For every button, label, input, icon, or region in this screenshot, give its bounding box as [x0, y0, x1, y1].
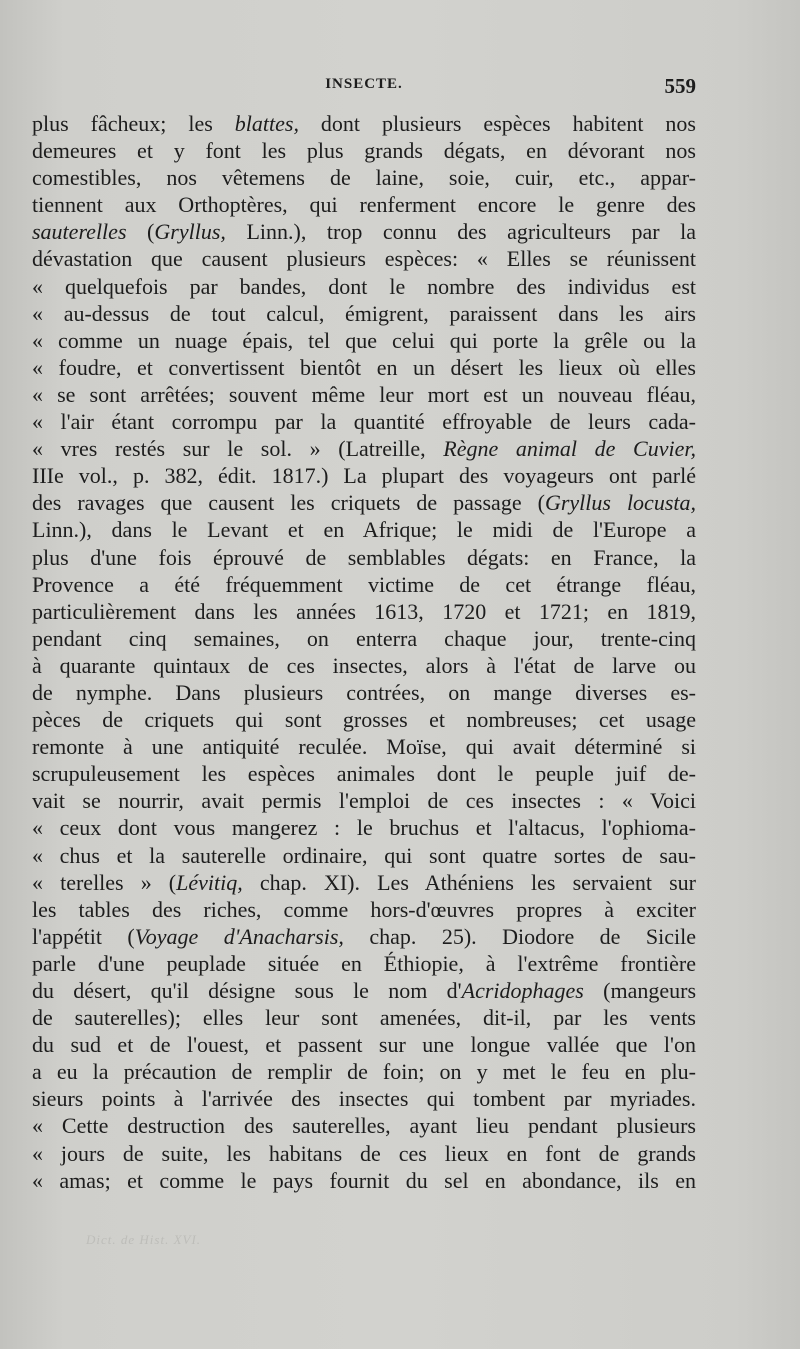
text-segment: à quarante quintaux de ces insectes, alors à l'état de larve ou — [32, 652, 696, 678]
text-line — [32, 706, 696, 733]
text-line — [32, 842, 696, 869]
text-segment: pèces de criquets qui sont grosses et nombreuses; cet usage — [32, 707, 696, 733]
page-header — [32, 76, 696, 104]
text-segment: Provence a été fréquemment victime de cet étrange fléau, — [32, 571, 696, 597]
text-segment: de sauterelles); elles leur sont amenées, dit-il, par les vents — [32, 1005, 696, 1031]
text-segment: IIIe vol., p. 382, édit. 1817.) La plupart des voyageurs ont parlé — [32, 463, 696, 489]
text-segment: « au-dessus de tout calcul, émigrent, paraissent dans les airs — [32, 300, 696, 326]
text-segment: de nymphe. Dans plusieurs contrées, on mange diverses es- — [32, 679, 696, 705]
text-line — [32, 1031, 696, 1058]
text-segment: « ceux dont vous mangerez : le bruchus et l'altacus, l'ophioma- — [32, 815, 696, 841]
text-segment: chap. 25). Diodore de Sicile — [343, 923, 696, 949]
italic-segment: Acridophages — [461, 978, 584, 1003]
text-line — [32, 814, 696, 841]
text-segment: (mangeurs — [583, 978, 697, 1003]
italic-segment: blattes, — [234, 111, 299, 136]
text-line — [32, 381, 696, 408]
text-line — [32, 164, 696, 191]
text-segment: « vres restés sur le sol. » (Latreille, — [32, 436, 444, 462]
text-line — [32, 896, 696, 923]
text-segment: « se sont arrêtées; souvent même leur mort est un nouveau fléau, — [32, 381, 696, 407]
text-line — [32, 1167, 696, 1194]
text-segment: parle d'une peuplade située en Éthiopie, à l'extrême frontière — [32, 950, 696, 976]
text-line — [32, 191, 696, 218]
text-line — [32, 110, 696, 137]
text-segment: « comme un nuage épais, tel que celui qui porte la grêle ou la — [32, 327, 696, 353]
text-line — [32, 1112, 696, 1139]
text-segment: « Cette destruction des sauterelles, ayant lieu pendant plusieurs — [32, 1113, 696, 1139]
text-segment: les tables des riches, comme hors-d'œuvres propres à exciter — [32, 896, 696, 922]
text-line — [32, 598, 696, 625]
text-segment: « amas; et comme le pays fournit du sel en abondance, ils en — [32, 1167, 696, 1193]
text-segment: des ravages que causent les criquets de passage ( — [32, 490, 545, 516]
text-line — [32, 1140, 696, 1167]
text-segment: scrupuleusement les espèces animales dont le peuple juif de- — [32, 761, 696, 787]
text-segment: sieurs points à l'arrivée des insectes qui tombent par myriades. — [32, 1086, 696, 1112]
text-segment: l'appétit ( — [32, 923, 135, 949]
text-segment: plus d'une fois éprouvé de semblables dégats: en France, la — [32, 544, 696, 570]
text-line — [32, 516, 696, 543]
text-segment: du sud et de l'ouest, et passent sur une longue vallée que l'on — [32, 1032, 696, 1058]
text-segment: pendant cinq semaines, on enterra chaque jour, trente-cinq — [32, 625, 696, 651]
text-line — [32, 327, 696, 354]
text-line — [32, 923, 696, 950]
text-segment: particulièrement dans les années 1613, 1720 et 1721; en 1819, — [32, 598, 696, 624]
text-line — [32, 218, 696, 245]
text-segment: plus fâcheux; les — [32, 111, 235, 136]
text-segment: remonte à une antiquité reculée. Moïse, qui avait déterminé si — [32, 734, 696, 760]
text-line — [32, 733, 696, 760]
italic-segment: Règne animal de Cuvier, — [443, 436, 696, 462]
text-segment: chap. XI). Les Athéniens les servaient sur — [242, 869, 696, 895]
text-line — [32, 462, 696, 489]
text-segment: dont plusieurs espèces habitent nos — [298, 111, 696, 136]
text-line — [32, 1004, 696, 1031]
text-segment: « quelquefois par bandes, dont le nombre des individus est — [32, 273, 696, 299]
text-line — [32, 571, 696, 598]
text-segment: ( — [126, 219, 155, 245]
text-line — [32, 300, 696, 327]
text-segment: tiennent aux Orthoptères, qui renferment encore le genre des — [32, 192, 696, 218]
text-segment: « l'air étant corrompu par la quantité effroyable de leurs cada- — [32, 409, 696, 435]
text-line — [32, 679, 696, 706]
text-line — [32, 977, 696, 1004]
signature-mark: Dict. de Hist. XVI. — [86, 1232, 202, 1247]
text-line — [32, 950, 696, 977]
text-line — [32, 1058, 696, 1085]
text-segment: dévastation que causent plusieurs espèces: « Elles se réunissent — [32, 246, 696, 272]
text-segment: « chus et la sauterelle ordinaire, qui sont quatre sortes de sau- — [32, 842, 696, 868]
text-line — [32, 137, 696, 164]
text-line — [32, 354, 696, 381]
text-line — [32, 544, 696, 571]
italic-segment: Gryllus locusta, — [544, 490, 697, 516]
text-segment: Linn.), trop connu des agriculteurs par la — [225, 219, 697, 245]
text-segment: vait se nourrir, avait permis l'emploi de ces insectes : « Voici — [32, 788, 696, 814]
text-line — [32, 760, 696, 787]
text-line — [32, 625, 696, 652]
italic-segment: Voyage d'Anacharsis, — [134, 923, 344, 949]
text-line — [32, 245, 696, 272]
text-segment: demeures et y font les plus grands dégats, en dévorant nos — [32, 138, 696, 164]
italic-segment: sauterelles — [32, 219, 127, 245]
text-line — [32, 408, 696, 435]
page-number: 559 — [664, 74, 696, 98]
text-segment: comestibles, nos vêtemens de laine, soie, cuir, etc., appar- — [32, 165, 696, 191]
text-segment: a eu la précaution de remplir de foin; on y met le feu en plu- — [32, 1059, 696, 1085]
italic-segment: Gryllus, — [154, 219, 226, 245]
text-line — [32, 1085, 696, 1112]
text-line — [32, 652, 696, 679]
italic-segment: Lévitiq, — [176, 869, 243, 895]
text-segment: « jours de suite, les habitans de ces lieux en font de grands — [32, 1140, 696, 1166]
text-segment: du désert, qu'il désigne sous le nom d' — [32, 978, 462, 1003]
text-line — [32, 787, 696, 814]
text-segment: « foudre, et convertissent bientôt en un désert les lieux où elles — [32, 354, 696, 380]
text-segment: Linn.), dans le Levant et en Afrique; le midi de l'Europe a — [32, 517, 696, 543]
text-line — [32, 273, 696, 300]
text-line — [32, 435, 696, 462]
text-segment: « terelles » ( — [32, 869, 177, 895]
text-line — [32, 489, 696, 516]
running-head: INSECTE. — [325, 76, 403, 92]
text-line — [32, 869, 696, 896]
body-text — [32, 110, 696, 1194]
